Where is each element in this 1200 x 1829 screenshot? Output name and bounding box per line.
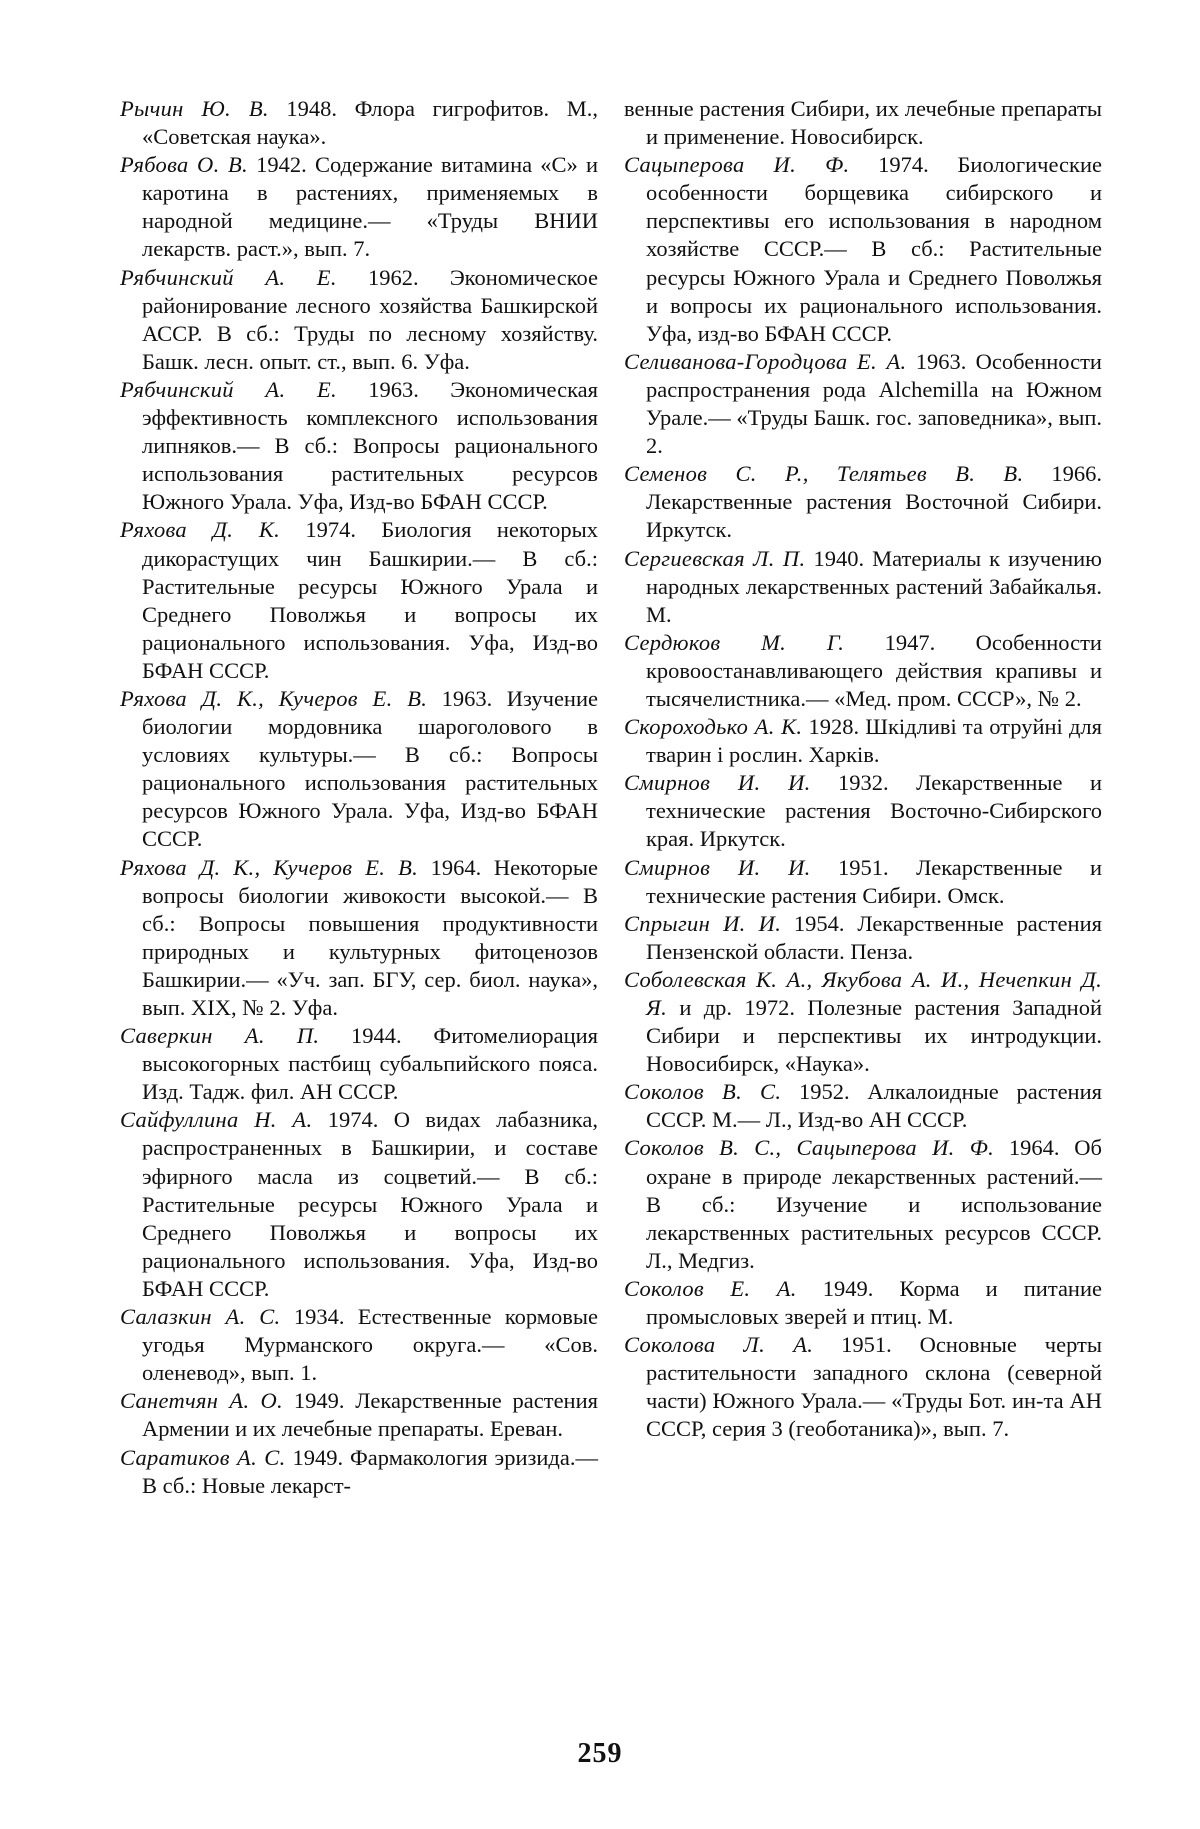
right-column: [624, 95, 1102, 1444]
entry-text: 1962. Экономическое районирование лесного хозяйства Башкирской АССР. В сб.: Труды по лесному хозяйству. Башк. лесн. опыт. ст., вып. 6. Уфа.: [142, 264, 599, 374]
entry-text: 1974. Биологические особенности борщевика сибирского и перспективы его использования в народном хозяйстве СССР.— В сб.: Растительные ресурсы Южного Урала и Среднего Поволжья и вопросы их рационального использования. Уфа, изд-во БФАН СССР.: [646, 152, 1102, 346]
entry-text: 1934. Естественные кормовые угодья Мурманского округа.— «Сов. оленевод», вып. 1.: [142, 1304, 598, 1386]
entry-author: Саверкин А. П.: [120, 1023, 320, 1049]
bibliography-entry: [624, 629, 1102, 713]
entry-text: 1974. О видах лабазника, распространенных в Башкирии, и составе эфирного масла из соцветий.— В сб.: Растительные ресурсы Южного Урала и Среднего Поволжья и вопросы их рационального использования. Уфа, Изд-во БФАН СССР.: [142, 1107, 598, 1301]
entry-author: Семенов С. Р., Телятьев В. В.: [624, 461, 1024, 487]
bibliography-entry: [120, 685, 598, 854]
entry-author: Соколов В. С.: [624, 1079, 782, 1105]
entry-text: 1974. Биология некоторых дикорастущих чин Башкирии.— В сб.: Растительные ресурсы Южного Урала и Среднего Поволжья и вопросы их рационального использования. Уфа, Изд-во БФАН СССР.: [142, 517, 598, 683]
bibliography-entry: [120, 1444, 598, 1500]
entry-text: 1940. Материалы к изучению народных лекарственных растений Забайкалья. М.: [646, 545, 1102, 627]
bibliography-entry: [624, 713, 1102, 769]
entry-text: 1942. Содержание витамина «С» и каротина в растениях, применяемых в народной медицине.— «Труды ВНИИ лекарств. раст.», вып. 7.: [142, 152, 598, 262]
entry-author: Салазкин А. С.: [120, 1304, 281, 1330]
bibliography-entry: [624, 95, 1102, 151]
bibliography-entry: [624, 1134, 1102, 1274]
bibliography-entry: [120, 516, 598, 685]
bibliography-entry: [624, 1275, 1102, 1331]
entry-text: и др. 1972. Полезные растения Западной Сибири и перспективы их интродукции. Новосибирск, «Наука».: [646, 995, 1102, 1077]
entry-author: Сердюков М. Г.: [624, 629, 845, 655]
bibliography-entry: [624, 151, 1102, 348]
entry-text: 1966. Лекарственные растения Восточной Сибири. Иркутск.: [646, 461, 1102, 543]
entry-author: Сайфуллина Н. А.: [120, 1107, 313, 1133]
entry-text: 1963. Особенности распространения рода Alchemilla на Южном Урале.— «Труды Башк. гос. заповедника», вып. 2.: [646, 348, 1102, 459]
entry-text: 1964. Об охране в природе лекарственных растений.— В сб.: Изучение и использование лекарственных растительных ресурсов СССР. Л., Медгиз.: [646, 1135, 1103, 1273]
entry-author: Смирнов И. И.: [624, 770, 811, 796]
entry-text: 1932. Лекарственные и технические растения Восточно-Сибирского края. Иркутск.: [646, 770, 1102, 852]
entry-text: 1947. Особенности кровоостанавливающего действия крапивы и тысячелистника.— «Мед. пром. СССР», № 2.: [646, 629, 1102, 711]
entry-text: 1949. Корма и питание промысловых зверей и птиц. М.: [646, 1275, 1103, 1330]
entry-author: Соколова Л. А.: [624, 1332, 814, 1358]
entry-author: Скороходько А. К.: [624, 714, 803, 740]
entry-text: венные растения Сибири, их лечебные препараты и применение. Новосибирск.: [624, 96, 1102, 150]
bibliography-entry: [120, 376, 598, 516]
entry-text: 1952. Алкалоидные растения СССР. М.— Л., Изд-во АН СССР.: [646, 1079, 1102, 1133]
entry-author: Ряхова Д. К.: [120, 517, 281, 543]
bibliography-entry: [120, 95, 598, 151]
entry-author: Ряхова Д. К., Кучеров Е. В.: [120, 685, 428, 711]
entry-author: Саратиков А. С.: [120, 1444, 286, 1470]
entry-text: 1963. Изучение биологии мордовника шароголового в условиях культуры.— В сб.: Вопросы рационального использования растительных ресурсов Южного Урала. Уфа, Изд-во БФАН СССР.: [142, 685, 598, 852]
entry-author: Ряхова Д. К., Кучеров Е. В.: [120, 854, 419, 880]
entry-text: 1949. Лекарственные растения Армении и их лечебные препараты. Ереван.: [142, 1388, 598, 1442]
entry-author: Рычин Ю. В.: [120, 96, 269, 121]
entry-author: Соболевская К. А., Якубова А. И., Нечепкин Д. Я.: [624, 966, 1102, 1020]
bibliography-entry: [624, 769, 1102, 853]
bibliography-entry: [120, 854, 598, 1023]
bibliography-entry: [624, 1078, 1102, 1134]
entry-author: Соколов В. С., Сацыперова И. Ф.: [624, 1135, 995, 1161]
bibliography-entry: [120, 1022, 598, 1106]
bibliography-entry: [120, 151, 598, 263]
entry-text: 1964. Некоторые вопросы биологии живокости высокой.— В сб.: Вопросы повышения продуктивности природных и культурных фитоценозов Башкирии.— «Уч. зап. БГУ, сер. биол. наука», вып. XIX, № 2. Уфа.: [142, 854, 598, 1020]
entry-text: 1948. Флора гигрофитов. М., «Советская наука».: [142, 96, 598, 150]
bibliography-entry: [624, 348, 1102, 460]
page-number: 259: [577, 1738, 623, 1769]
entry-text: 1963. Экономическая эффективность комплексного использования липняков.— В сб.: Вопросы рационального использования растительных ресурсов Южного Урала. Уфа, Изд-во БФАН СССР.: [142, 376, 599, 515]
bibliography-entry: [120, 1387, 598, 1443]
bibliography-entry: [624, 966, 1102, 1078]
entry-author: Рябчинский А. Е.: [120, 264, 337, 290]
bibliography-entry: [120, 1303, 598, 1387]
bibliography-entry: [624, 1331, 1102, 1443]
bibliography-entry: [120, 264, 598, 376]
entry-author: Смирнов И. И.: [624, 854, 811, 880]
entry-author: Санетчян А. О.: [120, 1388, 283, 1414]
entry-text: 1951. Лекарственные и технические растения Сибири. Омск.: [646, 854, 1102, 908]
entry-author: Рябова О. В.: [120, 152, 248, 178]
entry-text: 1949. Фармакология эризида.— В сб.: Новые лекарст-: [142, 1444, 598, 1498]
entry-author: Спрыгин И. И.: [624, 910, 782, 936]
entry-text: 1928. Шкідливі та отруйні для тварин і рослин. Харків.: [646, 714, 1102, 768]
entry-text: 1954. Лекарственные растения Пензенской области. Пенза.: [646, 910, 1102, 964]
bibliography-entry: [624, 854, 1102, 910]
bibliography-entry: [624, 910, 1102, 966]
entry-text: 1951. Основные черты растительности западного склона (северной части) Южного Урала.— «Труды Бот. ин-та АН СССР, серия 3 (геоботаника)», вып. 7.: [646, 1332, 1102, 1442]
bibliography-entry: [624, 545, 1102, 629]
left-column: [120, 95, 598, 1500]
entry-author: Рябчинский А. Е.: [120, 376, 337, 402]
entry-author: Селиванова-Городцова Е. А.: [624, 348, 907, 374]
entry-author: Соколов Е. А.: [624, 1275, 797, 1301]
entry-text: 1944. Фитомелиорация высокогорных пастбищ субальпийского пояса. Изд. Тадж. фил. АН СССР.: [142, 1023, 599, 1105]
bibliography-entry: [624, 460, 1102, 544]
entry-author: Сергиевская Л. П.: [624, 545, 806, 571]
bibliography-entry: [120, 1106, 598, 1303]
entry-author: Сацыперова И. Ф.: [624, 152, 850, 178]
